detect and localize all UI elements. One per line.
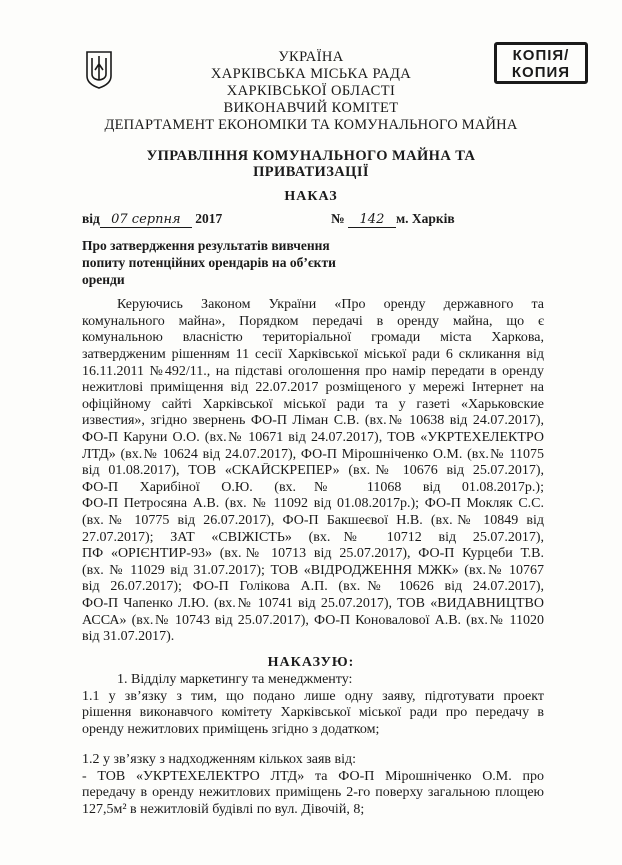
stamp-line-1: КОПІЯ/ xyxy=(512,47,570,64)
preamble-line: від 26.07.2017); ФО-П Голікова А.П. (вх.№ 10626 від 24.07.2017), xyxy=(82,579,544,594)
item-1-2-head: 1.2 у зв’язку з надходженням кількох заяв від: xyxy=(82,752,357,767)
order-heading: НАКАЗУЮ: xyxy=(267,655,355,670)
preamble-line: затвердженим рішенням 11 сесії Харківської міської ради 6 скликання від xyxy=(82,347,544,362)
number-handwritten: 142 xyxy=(348,212,396,228)
subject-line: оренди xyxy=(82,272,125,287)
date-handwritten: 07 серпня xyxy=(100,212,192,228)
oblast-title: ХАРКІВСЬКОЇ ОБЛАСТІ xyxy=(226,83,396,99)
subject-line: Про затвердження результатів вивчення xyxy=(82,238,330,253)
date-year: 2017 xyxy=(195,211,223,226)
city: м. Харків xyxy=(395,211,455,226)
preamble-line: 16.11.2011 №492/11., на підставі оголошення про намір передати в оренду xyxy=(82,364,544,379)
preamble-line: від 31.07.2017). xyxy=(82,629,175,644)
preamble-line: известия», згідно звернень ФО-П Ліман С.В. (вх.№ 10638 від 24.07.2017), xyxy=(82,413,544,428)
stamp-line-2: КОПИЯ xyxy=(511,64,571,81)
date-line xyxy=(82,211,222,228)
item-1-2-line: - ТОВ «УКРТЕХЕЛЕКТРО ЛТД» та ФО-П Мірошніченко О.М. про xyxy=(82,769,544,784)
preamble-line: АССА» (вх.№ 10743 від 25.07.2017), ФО-П Коновалової А.В. (вх.№ 11020 xyxy=(82,613,544,628)
item-1-2-line: передачу в оренду нежитлових приміщень 2-го поверху загальною площею xyxy=(82,785,544,800)
preamble-line: нежитлові приміщення від 22.07.2017 розміщеного у мережі Інтернет на xyxy=(82,380,544,395)
preamble-line: ЛТД» (вх.№ 10624 від 24.07.2017), ФО-П Мірошніченко О.М. (вх.№ 11075 xyxy=(82,447,544,462)
preamble-line: ФО-П Каруни О.О. (вх.№ 10671 від 24.07.2017), ТОВ «УКРТЕХЕЛЕКТРО xyxy=(82,430,544,445)
item-1-1-line: рішення виконавчого комітету Харківської міської ради про передачу в xyxy=(82,705,544,720)
subject-line: попиту потенційних орендарів на об’єкти xyxy=(82,255,336,270)
number-line xyxy=(331,211,455,228)
preamble-line: (вх. № 11029 від 31.07.2017); ТОВ «ВІДРОДЖЕННЯ МЖК» (вх.№ 10767 xyxy=(82,563,544,578)
item-1-2-line: 127,5м² в нежитловій будівлі по вул. Дівочій, 8; xyxy=(82,802,365,817)
preamble-line: комунальною власністю територіальної громади міста Харкова, xyxy=(82,330,544,345)
directorate-title-1: УПРАВЛІННЯ КОМУНАЛЬНОГО МАЙНА ТА xyxy=(146,148,476,164)
item-1: 1. Відділу маркетингу та менеджменту: xyxy=(117,672,353,687)
doc-type: НАКАЗ xyxy=(284,189,338,204)
preamble-line: 27.07.2017); ЗАТ «СВІЖІСТЬ» (вх.№ 10712 від 25.07.2017), xyxy=(82,530,544,545)
preamble-line: (вх.№ 10775 від 26.07.2017), ФО-П Бакшеєвої Н.В. (вх.№ 10849 від xyxy=(82,513,544,528)
item-1-1-line: 1.1 у зв’язку з тим, що подано лише одну заяву, підготувати проект xyxy=(82,689,544,704)
subject xyxy=(82,237,336,288)
preamble-line: Керуючись Законом України «Про оренду державного та xyxy=(117,297,544,312)
directorate-title-2: ПРИВАТИЗАЦІЇ xyxy=(253,164,369,180)
preamble-line: від 01.08.2017), ТОВ «СКАЙСКРЕПЕР» (вх.№ 10676 від 25.07.2017), xyxy=(82,463,544,478)
country-title: УКРАЇНА xyxy=(278,49,344,65)
department-title: ДЕПАРТАМЕНТ ЕКОНОМІКИ ТА КОМУНАЛЬНОГО МАЙНА xyxy=(104,117,518,133)
preamble-line: офіційному сайті Харківської міської ради та у газеті «Харьковские xyxy=(82,397,544,412)
date-prefix: від xyxy=(82,211,100,226)
preamble-line: ФО-П Харибіної О.Ю. (вх.№ 11068 від 01.08.2017р.); xyxy=(82,480,544,495)
item-1-1-line: оренду нежитлових приміщень згідно з додатком; xyxy=(82,722,380,737)
committee-title: ВИКОНАВЧИЙ КОМІТЕТ xyxy=(223,100,399,116)
preamble-line: ФО-П Чапенко Л.Ю. (вх.№ 10741 від 25.07.2017), ТОВ «ВИДАВНИЦТВО xyxy=(82,596,544,611)
copy-stamp xyxy=(494,42,588,84)
preamble-line: комунального майна», Порядком передачі в оренду майна, що є xyxy=(82,314,544,329)
preamble-line: ПФ «ОРІЄНТИР-93» (вх.№ 10713 від 25.07.2017), ФО-П Курцеби Т.В. xyxy=(82,546,544,561)
number-prefix: № xyxy=(331,211,345,226)
preamble-line: ФО-П Петросяна А.В. (вх. № 11092 від 01.08.2017р.); ФО-П Мокляк С.С. xyxy=(82,496,544,511)
council-title: ХАРКІВСЬКА МІСЬКА РАДА xyxy=(210,66,412,82)
